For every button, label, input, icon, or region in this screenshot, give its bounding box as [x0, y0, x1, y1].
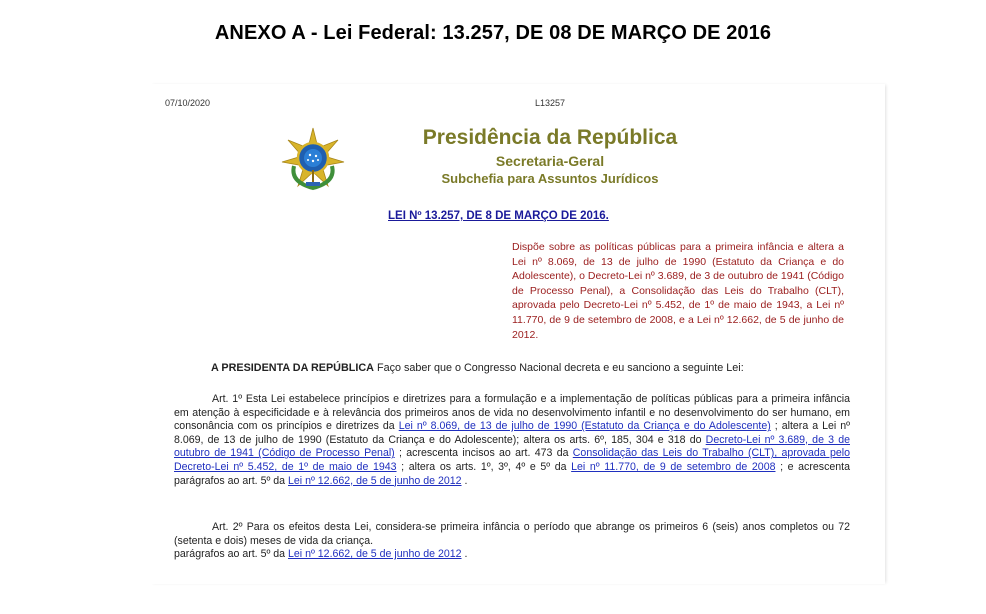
article-2-tail-text: parágrafos ao art. 5º da — [174, 548, 288, 561]
law-title-link[interactable]: LEI Nº 13.257, DE 8 DE MARÇO DE 2016. — [388, 210, 609, 222]
article-1-text: ; acrescenta incisos ao art. 473 da — [394, 447, 573, 460]
link-clt[interactable]: Consolidação das Leis do Trabalho (CLT), aprovada pelo Decreto-Lei nº 5.452, de 1º de maio de 1943 — [174, 447, 850, 473]
link-lei-8069[interactable]: Lei nº 8.069, de 13 de julho de 1990 (Estatuto da Criança e do Adolescente) — [398, 420, 771, 433]
article-1-text: ; altera os arts. 1º, 3º, 4º e 5º da — [396, 460, 572, 473]
brazil-coat-of-arms-icon — [280, 126, 346, 192]
article-1 — [174, 393, 850, 488]
link-lei-11770[interactable]: Lei nº 11.770, de 9 de setembro de 2008 — [571, 460, 776, 473]
masthead-subtitle-secretariat: Secretaria-Geral — [495, 153, 605, 169]
print-date: 07/10/2020 — [165, 98, 211, 108]
document-page — [150, 84, 885, 584]
article-1-text: ; e acrescenta parágrafos ao art. 5º da — [174, 460, 850, 487]
document-code: L13257 — [535, 98, 566, 108]
link-lei-12662[interactable]: Lei nº 12.662, de 5 de junho de 2012 — [288, 474, 462, 487]
article-1-text: ; altera a Lei nº 8.069, de 13 de julho de 1990 (Estatuto da Criança e do Adolescente); altera os arts. 6º, 185, 304 e 318 do — [174, 420, 851, 446]
preamble — [211, 362, 851, 374]
preamble-president: A PRESIDENTA DA REPÚBLICA — [211, 362, 374, 374]
article-1-text: . — [461, 474, 468, 487]
preamble-text: Faço saber que o Congresso Nacional decreta e eu sanciono a seguinte Lei: — [373, 362, 744, 374]
article-2-text: Art. 2º Para os efeitos desta Lei, considera-se primeira infância o período que abrange os primeiros 6 (seis) anos completos ou 72 (setenta e dois) meses de vida da criança. — [174, 521, 850, 547]
article-1-text: Art. 1º Esta Lei estabelece princípios e diretrizes para a formulação e a implementação de políticas públicas para a primeira infância em atenção à especificidade e à relevância dos primeiros anos de vida no desenvolvimento infantil e no desenvolvimento do ser humano, em consonância com os princípios e diretrizes da — [174, 393, 850, 433]
masthead-title: Presidência da República — [422, 126, 678, 149]
article-2 — [174, 521, 850, 562]
link-decreto-lei-3689[interactable]: Decreto-Lei nº 3.689, de 3 de outubro de 1941 (Código de Processo Penal) — [174, 433, 850, 460]
article-2-tail-text: . — [461, 548, 468, 561]
link-lei-12662-repeat[interactable]: Lei nº 12.662, de 5 de junho de 2012 — [288, 548, 462, 561]
law-summary: Dispõe sobre as políticas públicas para a primeira infância e altera a Lei nº 8.069, de 13 de julho de 1990 (Estatuto da Criança e do Adolescente), o Decreto-Lei nº 3.689, de 3 de outubro de 1941 (Código de Processo Penal), a Consolidação das Leis do Trabalho (CLT), aprovada pelo Decreto-Lei nº 5.452, de 1º de maio de 1943, a Lei nº 11.770, de 9 de setembro de 2008, e a Lei nº 12.662, de 5 de junho de 2012. — [512, 241, 844, 341]
masthead-subtitle-subchefia: Subchefia para Assuntos Jurídicos — [441, 171, 659, 186]
annex-title: ANEXO A - Lei Federal: 13.257, DE 08 DE MARÇO DE 2016 — [214, 22, 772, 44]
article-2-tail — [174, 548, 850, 562]
